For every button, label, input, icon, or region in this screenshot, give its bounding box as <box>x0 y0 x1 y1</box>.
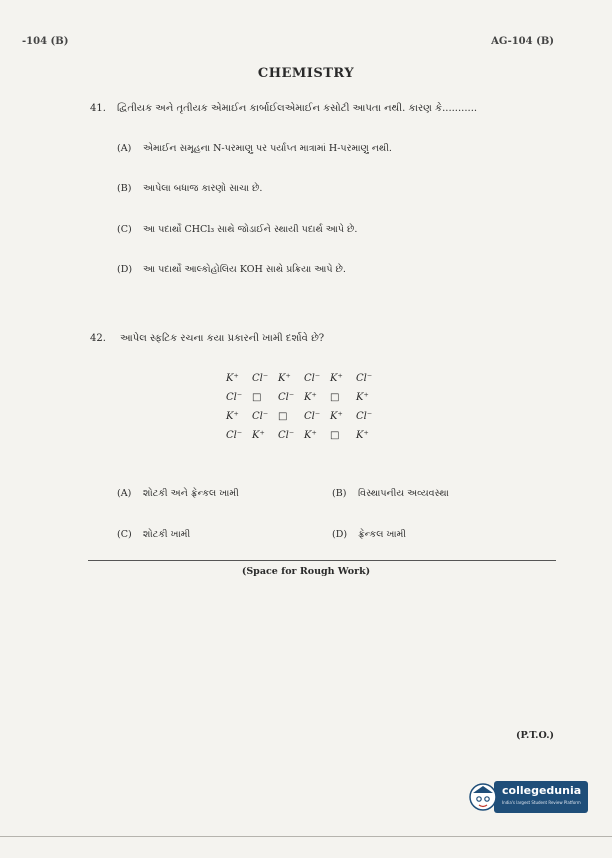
watermark-tagline: India's largest Student Review Platform <box>502 800 581 805</box>
lattice-ion: Cl⁻ <box>252 411 269 422</box>
q42-option-a-label: (A) <box>117 488 132 499</box>
q41-option-a-text: એમાઈન સમૂહના N-પરમાણુ પર પર્યાપ્ત માત્રામાં H-પરમાણુ નથી. <box>143 143 392 154</box>
lattice-ion: Cl⁻ <box>304 373 321 384</box>
q42-option-b-label: (B) <box>332 488 347 499</box>
crystal-lattice-diagram <box>226 373 382 449</box>
lattice-ion: K⁺ <box>330 373 343 384</box>
q42-option-d-label: (D) <box>332 529 348 540</box>
lattice-ion: Cl⁻ <box>356 411 373 422</box>
lattice-ion: Cl⁻ <box>226 430 243 441</box>
q42-option-c-label: (C) <box>117 529 132 540</box>
lattice-vacancy: □ <box>252 392 262 403</box>
lattice-row <box>226 392 382 411</box>
lattice-ion: K⁺ <box>278 373 291 384</box>
paper-code-left: -104 (B) <box>22 36 69 47</box>
lattice-ion: K⁺ <box>304 392 317 403</box>
paper-code-right: AG-104 (B) <box>491 36 554 47</box>
collegedunia-watermark <box>468 778 588 818</box>
q42-text: આપેલ સ્ફટિક રચના કયા પ્રકારની ખામી દર્શાવે છે? <box>120 333 325 344</box>
rough-work-label: (Space for Rough Work) <box>241 566 371 577</box>
lattice-ion: K⁺ <box>356 430 369 441</box>
q41-option-d-text: આ પદાર્થો આલ્કોહોલિય KOH સાથે પ્રક્રિયા આપે છે. <box>143 264 346 275</box>
lattice-vacancy: □ <box>330 392 340 403</box>
q41-option-c-label: (C) <box>117 224 132 235</box>
lattice-ion: Cl⁻ <box>356 373 373 384</box>
lattice-ion: Cl⁻ <box>278 392 295 403</box>
q42-number: 42. <box>90 333 106 344</box>
q42-option-a-text: શોટકી અને ફ્રેન્કલ ખામી <box>143 488 239 499</box>
watermark-brand: collegedunia <box>502 784 582 797</box>
lattice-row <box>226 411 382 430</box>
lattice-vacancy: □ <box>278 411 288 422</box>
lattice-ion: K⁺ <box>226 373 239 384</box>
lattice-ion: K⁺ <box>252 430 265 441</box>
q42-option-c-text: શોટકી ખામી <box>143 529 191 540</box>
lattice-ion: K⁺ <box>304 430 317 441</box>
q42-option-d-text: ફ્રેન્કલ ખામી <box>358 529 407 540</box>
lattice-vacancy: □ <box>330 430 340 441</box>
q42-option-b-text: વિસ્થાપનીય અવ્યવસ્થા <box>358 488 449 499</box>
q41-option-d-label: (D) <box>117 264 133 275</box>
lattice-ion: K⁺ <box>226 411 239 422</box>
lattice-ion: Cl⁻ <box>252 373 269 384</box>
q41-option-c-text: આ પદાર્થો CHCl₃ સાથે જોડાઈને સ્થાયી પદાર્થ આપે છે. <box>143 224 358 235</box>
lattice-ion: K⁺ <box>356 392 369 403</box>
lattice-row <box>226 430 382 449</box>
q41-text: દ્વિતીયક અને તૃતીયક એમાઈન કાર્બાઈલએમાઈન કસોટી આપતા નથી. કારણ કે........... <box>117 103 478 114</box>
q41-option-a-label: (A) <box>117 143 132 154</box>
page-bottom-edge <box>0 836 612 837</box>
q41-option-b-label: (B) <box>117 183 132 194</box>
pto-label: (P.T.O.) <box>515 730 554 741</box>
rough-work-divider <box>88 560 556 561</box>
lattice-row <box>226 373 382 392</box>
lattice-ion: Cl⁻ <box>226 392 243 403</box>
subject-title: CHEMISTRY <box>257 66 355 81</box>
q41-number: 41. <box>90 103 106 114</box>
lattice-ion: Cl⁻ <box>278 430 295 441</box>
q41-option-b-text: આપેલા બધાજ કારણો સાચા છે. <box>143 183 263 194</box>
lattice-ion: Cl⁻ <box>304 411 321 422</box>
lattice-ion: K⁺ <box>330 411 343 422</box>
